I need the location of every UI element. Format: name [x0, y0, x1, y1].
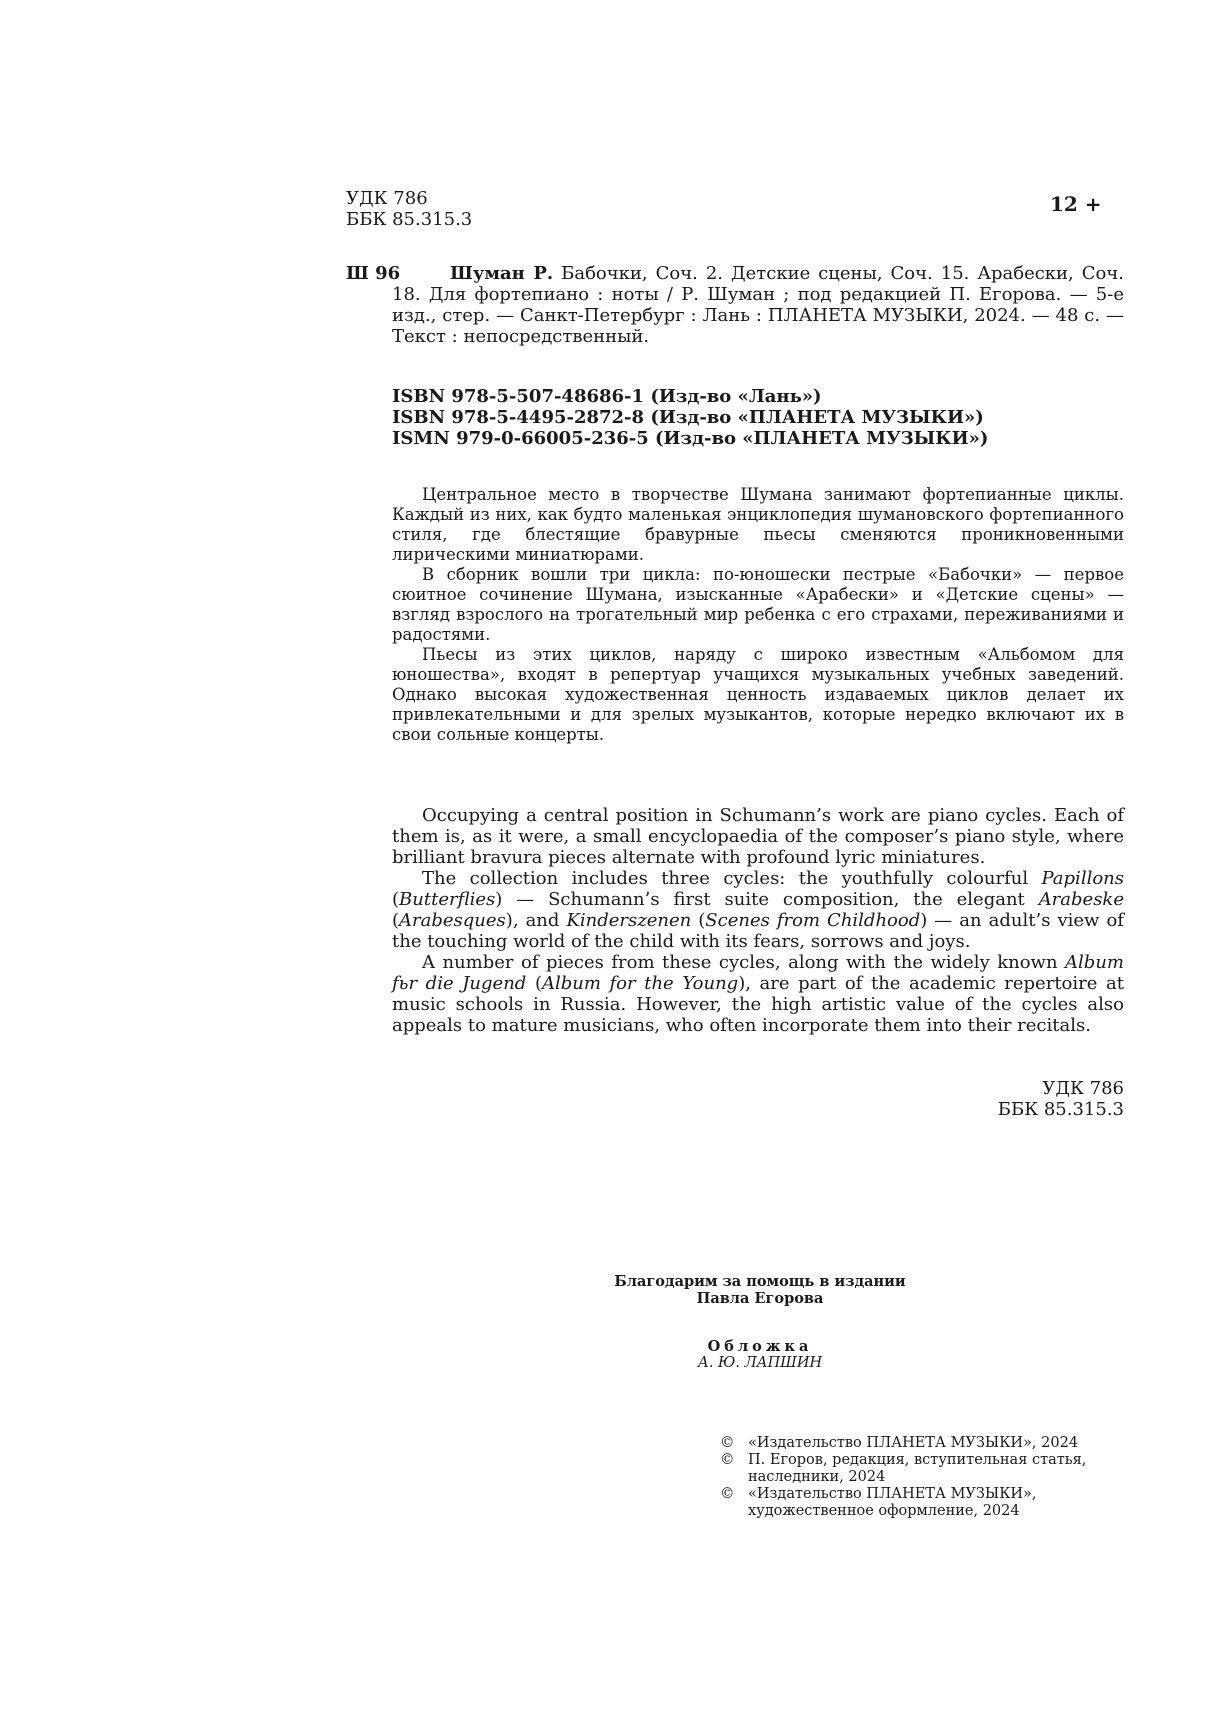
copyright-text: П. Егоров, редакция, вступительная статья, наследники, 2024	[748, 1452, 1087, 1485]
bbk-code: ББК 85.315.3	[997, 1099, 1124, 1120]
text-span: ), and	[505, 910, 567, 931]
text-span: A number of pieces from these cycles, along with the widely known	[422, 952, 1066, 973]
udk-code: УДК 786	[346, 188, 428, 209]
annotation-en-paragraph	[392, 952, 1124, 1036]
annotation-ru-paragraph: Пьесы из этих циклов, наряду с широко известным «Альбомом для юношества», входят в репертуар учащихся музыкальных учебных заведений. Однако высокая художественная ценность издаваемых циклов делает их привлекательными и для зрелых музыкантов, которые нередко включают их в свои сольные концерты.	[392, 645, 1124, 744]
udk-bbk-header	[346, 188, 646, 230]
title-papillons: Papillons	[1041, 868, 1124, 889]
isbn-planeta: ISBN 978-5-4495-2872-8 (Изд-во «ПЛАНЕТА МУЗЫКИ»)	[392, 407, 984, 428]
title-arabesques: Arabesques	[399, 910, 506, 931]
copyright-block	[720, 1435, 1140, 1520]
text-span: ) — Schumann’s first suite composition, the elegant	[495, 889, 1039, 910]
copyright-text: «Издательство ПЛАНЕТА МУЗЫКИ», художественное оформление, 2024	[748, 1486, 1037, 1519]
copyright-line	[720, 1486, 1140, 1520]
bibliographic-record	[392, 263, 1124, 347]
acknowledgement-line: Благодарим за помощь в издании	[614, 1273, 906, 1290]
title-scenes: Scenes from Childhood	[705, 910, 921, 931]
copyright-line	[720, 1452, 1140, 1486]
title-kinderszenen: Kinderszenen	[566, 910, 692, 931]
copyright-symbol: ©	[720, 1435, 735, 1451]
udk-bbk-footer	[900, 1078, 1124, 1120]
title-album-young: Album for the Young	[541, 973, 739, 994]
title-butterflies: Butterflies	[399, 889, 496, 910]
annotation-ru-paragraph: В сборник вошли три цикла: по-юношески пестрые «Бабочки» — первое сюитное сочинение Шумана, изысканные «Арабески» и «Детские сцены» — взгляд взрослого на трогательный мир ребенка с его страхами, переживаниями и радостями.	[392, 565, 1124, 644]
udk-code: УДК 786	[1042, 1078, 1124, 1099]
ismn-planeta: ISMN 979-0-66005-236-5 (Изд-во «ПЛАНЕТА МУЗЫКИ»)	[392, 428, 989, 449]
author-sign: Ш 96	[346, 263, 401, 284]
annotation-en-paragraph	[392, 868, 1124, 952]
text-span: (	[691, 910, 706, 931]
cover-credit	[560, 1338, 960, 1372]
text-span: The collection includes three cycles: the youthfully colourful	[422, 868, 1042, 889]
annotation-ru-paragraph: Центральное место в творчестве Шумана занимают фортепианные циклы. Каждый из них, как будто маленькая энциклопедия шумановского фортепианного стиля, где блестящие бравурные пьесы сменяются проникновенными лирическими миниатюрами.	[392, 485, 1124, 564]
isbn-lan: ISBN 978-5-507-48686-1 (Изд-во «Лань»)	[392, 386, 822, 407]
annotation-english	[392, 805, 1124, 1036]
annotation-russian	[392, 485, 1124, 745]
copyright-symbol: ©	[720, 1486, 735, 1502]
author-name: Шуман Р.	[450, 263, 554, 284]
text-span: (	[392, 910, 400, 931]
copyright-symbol: ©	[720, 1452, 735, 1468]
age-rating: 12 +	[1050, 192, 1102, 216]
copyright-line	[720, 1435, 1140, 1452]
title-arabeske: Arabeske	[1038, 889, 1124, 910]
text-span: (	[526, 973, 542, 994]
text-span: (	[392, 889, 400, 910]
text-span: ) — an adult’s view of the touching world of the child with its fears, sorrows and joys.	[392, 910, 1124, 952]
annotation-en-paragraph: Occupying a central position in Schumann’s work are piano cycles. Each of them is, as it were, a small encyclopaedia of the composer’s piano style, where brilliant bravura pieces alternate with profound lyric miniatures.	[392, 805, 1124, 868]
bibliographic-description: Бабочки, Соч. 2. Детские сцены, Соч. 15. Арабески, Соч. 18. Для фортепиано : ноты / Р. Шуман ; под редакцией П. Егорова. — 5-е изд., стер. — Санкт-Петербург : Лань : ПЛАНЕТА МУЗЫКИ, 2024. — 48 с. — Текст : непосредственный.	[392, 263, 1124, 347]
identifiers-list	[392, 386, 1092, 449]
bbk-code: ББК 85.315.3	[346, 209, 473, 230]
acknowledgement-name: Павла Егорова	[696, 1290, 824, 1307]
cover-label: Обложка	[707, 1338, 813, 1355]
copyright-text: «Издательство ПЛАНЕТА МУЗЫКИ», 2024	[748, 1435, 1079, 1451]
title-album-jugend: Album fьr die Jugend	[392, 952, 1124, 994]
text-span: ), are part of the academic repertoire at music schools in Russia. However, the high artistic value of the cycles also appeals to mature musicians, who often incorporate them into their recitals.	[392, 973, 1124, 1036]
cover-artist: А. Ю. ЛАПШИН	[697, 1355, 823, 1371]
acknowledgement	[560, 1273, 960, 1307]
